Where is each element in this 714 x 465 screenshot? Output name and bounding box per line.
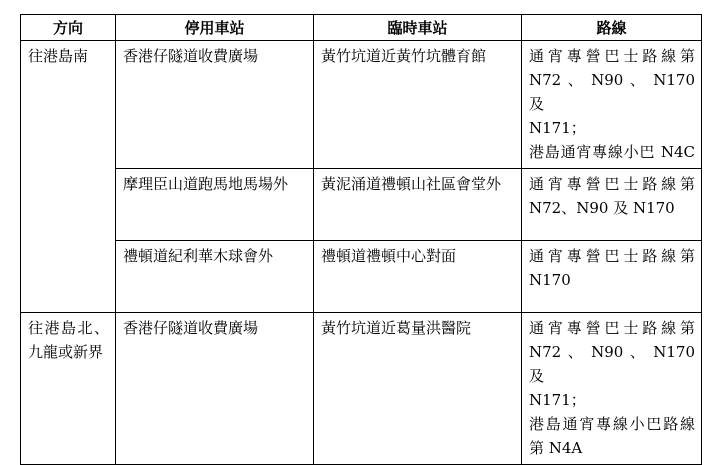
table-row [21, 313, 702, 465]
temporary-stop-cell: 黃竹坑道近葛量洪醫院 [314, 313, 522, 465]
route-line: N171； [529, 391, 586, 409]
header-suspended-stop: 停用車站 [116, 15, 314, 41]
route-line: 通宵專營巴士路線第 [529, 319, 695, 337]
temporary-stop-cell: 黃竹坑道近黃竹坑體育館 [314, 41, 522, 169]
route-line: 通宵專營巴士路線第 [529, 175, 695, 193]
table-row [21, 169, 702, 241]
route-line: 通宵專營巴士路線第 [529, 47, 695, 65]
route-line: N170 [529, 271, 571, 289]
route-cell [522, 313, 702, 465]
route-cell [522, 241, 702, 313]
temporary-stop-cell: 禮頓道禮頓中心對面 [314, 241, 522, 313]
route-line: 港島通宵專線小巴路線 [529, 415, 695, 433]
header-row [21, 15, 702, 41]
route-cell [522, 169, 702, 241]
header-direction: 方向 [21, 15, 116, 41]
header-temporary-stop: 臨時車站 [314, 15, 522, 41]
route-line: 通宵專營巴士路線第 [529, 247, 695, 265]
table-row [21, 241, 702, 313]
suspended-stop-cell: 香港仔隧道收費廣場 [116, 41, 314, 169]
route-line: N72、N90 及 N170 [529, 199, 675, 217]
route-line: 第 N4A [529, 439, 583, 457]
route-line: N72 、 N90 、 N170 及 [529, 71, 695, 113]
temporary-stop-cell: 黃泥涌道禮頓山社區會堂外 [314, 169, 522, 241]
direction-cell: 往港島南 [21, 41, 116, 313]
route-change-table [20, 14, 702, 465]
table-row [21, 41, 702, 169]
header-routes: 路線 [522, 15, 702, 41]
route-cell [522, 41, 702, 169]
route-line: N171； [529, 119, 586, 137]
route-line: N72 、 N90 、 N170 及 [529, 343, 695, 385]
suspended-stop-cell: 禮頓道紀利華木球會外 [116, 241, 314, 313]
direction-cell: 往港島北、九龍或新界 [21, 313, 116, 465]
route-line: 港島通宵專線小巴 N4C [529, 143, 695, 161]
suspended-stop-cell: 摩理臣山道跑馬地馬場外 [116, 169, 314, 241]
suspended-stop-cell: 香港仔隧道收費廣場 [116, 313, 314, 465]
